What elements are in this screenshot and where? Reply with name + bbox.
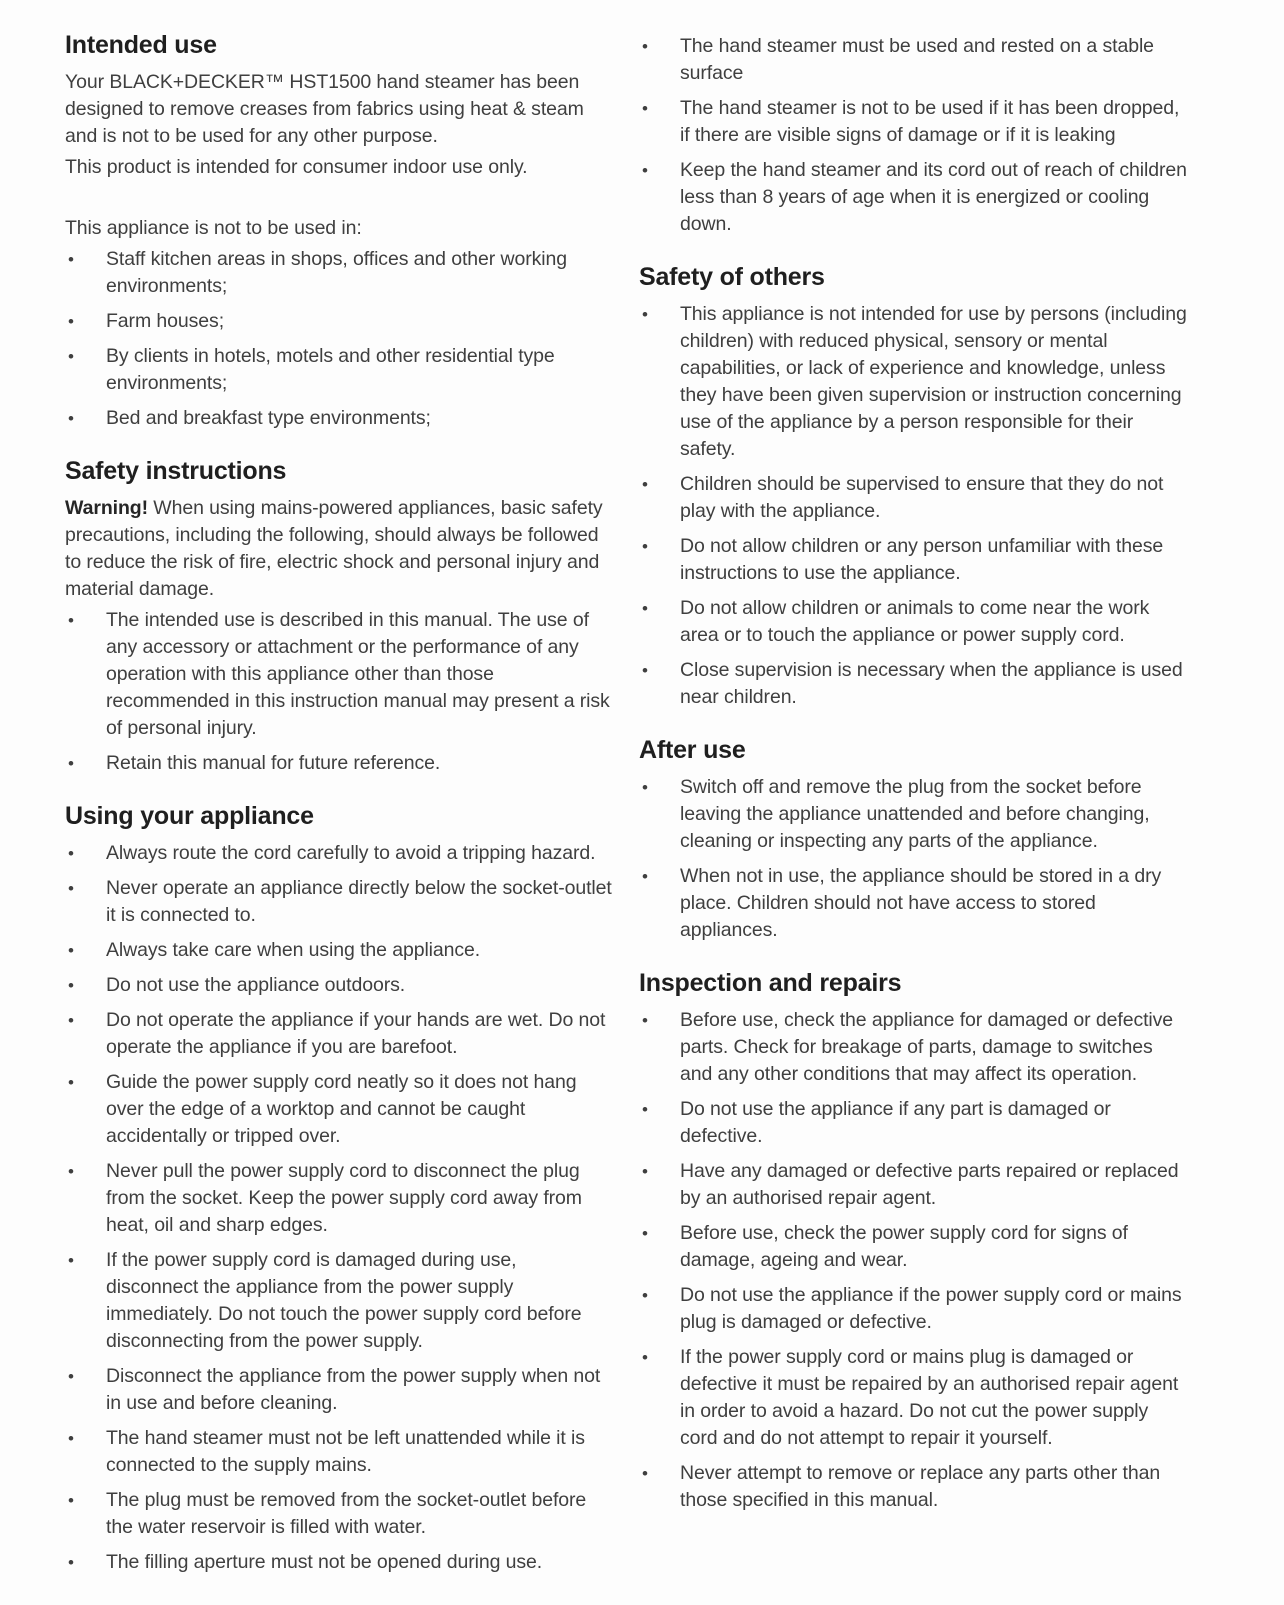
bullet-icon: • xyxy=(68,941,74,960)
bullet-text: Keep the hand steamer and its cord out of reach of children less than 8 years of age when it is energized or cooling down. xyxy=(680,159,1187,235)
bullet-item xyxy=(639,863,1187,944)
bullet-item xyxy=(65,405,613,432)
bullet-icon: • xyxy=(642,1464,648,1483)
bullet-item xyxy=(65,1487,613,1541)
paragraph: Your BLACK+DECKER™ HST1500 hand steamer has been designed to remove creases from fabrics using heat & steam and is not to be used for any other purpose. xyxy=(65,71,584,147)
bullet-item xyxy=(639,595,1187,649)
bullet-icon: • xyxy=(68,754,74,773)
section-heading-intended-use: Intended use xyxy=(65,31,217,59)
bullet-text: Retain this manual for future reference. xyxy=(106,752,441,774)
section-heading-after-use: After use xyxy=(639,736,746,764)
bullet-item xyxy=(65,840,613,867)
bullet-icon: • xyxy=(642,99,648,118)
section-heading-safety-of-others: Safety of others xyxy=(639,263,825,291)
paragraph: This appliance is not to be used in: xyxy=(65,217,362,239)
bullet-item xyxy=(65,750,613,777)
bullet-icon: • xyxy=(68,1162,74,1181)
bullet-item xyxy=(65,1007,613,1061)
bullet-icon: • xyxy=(642,778,648,797)
bullet-text: The plug must be removed from the socket-outlet before the water reservoir is filled with water. xyxy=(106,1489,587,1538)
bullet-icon: • xyxy=(68,1011,74,1030)
bullet-icon: • xyxy=(68,250,74,269)
bullet-text: Children should be supervised to ensure that they do not play with the appliance. xyxy=(680,473,1164,522)
bullet-text: Never pull the power supply cord to disconnect the plug from the socket. Keep the power supply cord away from heat, oil and sharp edges. xyxy=(106,1160,582,1236)
bullet-item xyxy=(639,1220,1187,1274)
section-heading-using-your-appliance: Using your appliance xyxy=(65,802,314,830)
bullet-item xyxy=(65,972,613,999)
bullet-text: Do not use the appliance outdoors. xyxy=(106,974,406,996)
bullet-item xyxy=(639,1344,1187,1452)
bullet-text: Do not allow children or any person unfamiliar with these instructions to use the appliance. xyxy=(680,535,1164,584)
bullet-icon: • xyxy=(68,976,74,995)
bullet-item xyxy=(639,1460,1187,1514)
bullet-list xyxy=(639,301,1187,711)
bullet-text: Bed and breakfast type environments; xyxy=(106,407,431,429)
bullet-icon: • xyxy=(642,661,648,680)
bullet-item xyxy=(65,308,613,335)
bullet-text: Disconnect the appliance from the power supply when not in use and before cleaning. xyxy=(106,1365,601,1414)
bullet-icon: • xyxy=(642,1224,648,1243)
bullet-item xyxy=(65,1158,613,1239)
bullet-item xyxy=(639,1282,1187,1336)
bullet-item xyxy=(639,1158,1187,1212)
bullet-item xyxy=(639,1096,1187,1150)
paragraph: This product is intended for consumer indoor use only. xyxy=(65,156,528,178)
bullet-icon: • xyxy=(642,305,648,324)
bullet-item xyxy=(65,937,613,964)
bullet-icon: • xyxy=(642,1286,648,1305)
bullet-icon: • xyxy=(68,1429,74,1448)
bullet-text: Always take care when using the appliance. xyxy=(106,939,481,961)
bullet-text: This appliance is not intended for use by persons (including children) with reduced physical, sensory or mental capabilities, or lack of experience and knowledge, unless they have been given supervision or instruction concerning use of the appliance by a person responsible for their safety. xyxy=(680,303,1187,460)
bullet-item xyxy=(639,157,1187,238)
bullet-text: The hand steamer must not be left unattended while it is connected to the supply mains. xyxy=(106,1427,585,1476)
bullet-icon: • xyxy=(68,409,74,428)
bullet-item xyxy=(65,1069,613,1150)
bullet-icon: • xyxy=(68,1073,74,1092)
bullet-text: The intended use is described in this manual. The use of any accessory or attachment or the performance of any operation with this appliance other than those recommended in this instruction manual may present a risk of personal injury. xyxy=(106,609,610,739)
bullet-icon: • xyxy=(642,537,648,556)
bullet-text: Do not use the appliance if any part is damaged or defective. xyxy=(680,1098,1111,1147)
bullet-icon: • xyxy=(642,37,648,56)
bullet-list xyxy=(65,607,613,777)
bullet-list xyxy=(639,1007,1187,1514)
bullet-list xyxy=(65,840,613,1576)
bullet-icon: • xyxy=(642,1011,648,1030)
bullet-item xyxy=(65,1363,613,1417)
bullet-icon: • xyxy=(68,844,74,863)
bullet-text: Never attempt to remove or replace any parts other than those specified in this manual. xyxy=(680,1462,1161,1511)
bullet-icon: • xyxy=(642,599,648,618)
bullet-list xyxy=(65,246,613,432)
bullet-item xyxy=(65,607,613,742)
bullet-icon: • xyxy=(642,1100,648,1119)
bullet-icon: • xyxy=(642,475,648,494)
bullet-text: Do not operate the appliance if your hands are wet. Do not operate the appliance if you are barefoot. xyxy=(106,1009,606,1058)
bullet-text: Guide the power supply cord neatly so it does not hang over the edge of a worktop and cannot be caught accidentally or tripped over. xyxy=(106,1071,577,1147)
bullet-icon: • xyxy=(642,1348,648,1367)
bullet-icon: • xyxy=(642,867,648,886)
paragraph xyxy=(65,495,613,603)
bullet-text: The filling aperture must not be opened during use. xyxy=(106,1551,543,1573)
bullet-icon: • xyxy=(68,1553,74,1572)
left-column xyxy=(65,30,613,1584)
bullet-item xyxy=(65,1425,613,1479)
bullet-item xyxy=(65,875,613,929)
bullet-text: Before use, check the appliance for damaged or defective parts. Check for breakage of parts, damage to switches and any other conditions that may affect its operation. xyxy=(680,1009,1174,1085)
bullet-text: Always route the cord carefully to avoid a tripping hazard. xyxy=(106,842,596,864)
bullet-text: The hand steamer must be used and rested on a stable surface xyxy=(680,35,1154,84)
warning-label: Warning! xyxy=(65,497,148,519)
bullet-icon: • xyxy=(68,312,74,331)
bullet-item xyxy=(65,1549,613,1576)
bullet-text: Staff kitchen areas in shops, offices and other working environments; xyxy=(106,248,567,297)
bullet-item xyxy=(65,343,613,397)
bullet-icon: • xyxy=(68,611,74,630)
bullet-icon: • xyxy=(642,161,648,180)
bullet-text: Do not allow children or animals to come near the work area or to touch the appliance or power supply cord. xyxy=(680,597,1150,646)
bullet-icon: • xyxy=(68,1491,74,1510)
bullet-text: By clients in hotels, motels and other residential type environments; xyxy=(106,345,555,394)
bullet-item xyxy=(639,471,1187,525)
bullet-item xyxy=(65,246,613,300)
bullet-list xyxy=(639,774,1187,944)
bullet-item xyxy=(639,301,1187,463)
bullet-icon: • xyxy=(68,879,74,898)
paragraph-text: When using mains-powered appliances, basic safety precautions, including the following, should always be followed to reduce the risk of fire, electric shock and personal injury and material damage. xyxy=(65,497,603,600)
bullet-text: If the power supply cord or mains plug is damaged or defective it must be repaired by an authorised repair agent in order to avoid a hazard. Do not cut the power supply cord and do not attempt to repair it yourself. xyxy=(680,1346,1179,1449)
bullet-text: Have any damaged or defective parts repaired or replaced by an authorised repair agent. xyxy=(680,1160,1179,1209)
section-heading-inspection-and-repairs: Inspection and repairs xyxy=(639,969,902,997)
bullet-item xyxy=(639,774,1187,855)
bullet-icon: • xyxy=(68,1367,74,1386)
bullet-item xyxy=(639,33,1187,87)
bullet-text: When not in use, the appliance should be stored in a dry place. Children should not have access to stored appliances. xyxy=(680,865,1162,941)
bullet-text: Do not use the appliance if the power supply cord or mains plug is damaged or defective. xyxy=(680,1284,1182,1333)
bullet-text: Close supervision is necessary when the appliance is used near children. xyxy=(680,659,1183,708)
bullet-item xyxy=(639,1007,1187,1088)
bullet-item xyxy=(639,657,1187,711)
bullet-item xyxy=(639,95,1187,149)
bullet-list xyxy=(639,33,1187,238)
right-column xyxy=(639,30,1187,1584)
bullet-text: If the power supply cord is damaged during use, disconnect the appliance from the power supply immediately. Do not touch the power supply cord before disconnecting from the power supply. xyxy=(106,1249,582,1352)
bullet-text: Never operate an appliance directly below the socket-outlet it is connected to. xyxy=(106,877,612,926)
bullet-icon: • xyxy=(68,1251,74,1270)
section-heading-safety-instructions: Safety instructions xyxy=(65,457,287,485)
bullet-text: Farm houses; xyxy=(106,310,225,332)
bullet-text: Switch off and remove the plug from the socket before leaving the appliance unattended and before changing, cleaning or inspecting any parts of the appliance. xyxy=(680,776,1150,852)
bullet-item xyxy=(65,1247,613,1355)
bullet-icon: • xyxy=(642,1162,648,1181)
bullet-item xyxy=(639,533,1187,587)
bullet-icon: • xyxy=(68,347,74,366)
bullet-text: Before use, check the power supply cord for signs of damage, ageing and wear. xyxy=(680,1222,1128,1271)
bullet-text: The hand steamer is not to be used if it has been dropped, if there are visible signs of damage or if it is leaking xyxy=(680,97,1180,146)
